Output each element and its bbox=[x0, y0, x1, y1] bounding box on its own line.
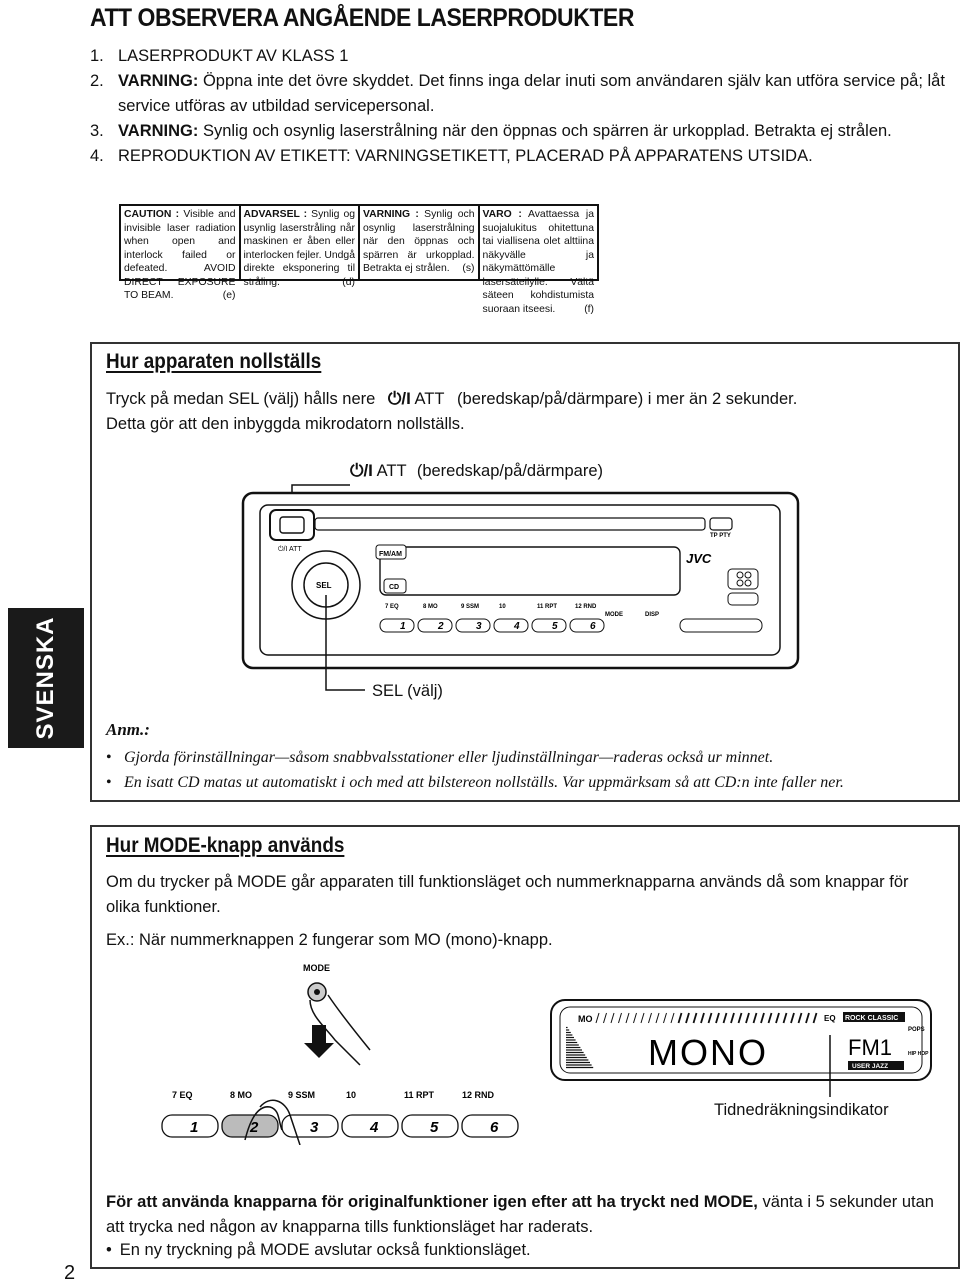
mode-final-bold: För att använda knapparna för originalfunktioner igen efter att ha tryckt ned MODE, bbox=[106, 1193, 758, 1211]
tp-pty-label: TP PTY bbox=[710, 533, 731, 539]
page-number: 2 bbox=[64, 1262, 76, 1284]
number-button-label: 4 bbox=[370, 1119, 379, 1136]
lcd-eq-indicator: EQ bbox=[824, 1014, 836, 1023]
preset-button-6[interactable] bbox=[570, 619, 604, 632]
timer-indicator-callout: Tidnedräkningsindikator bbox=[714, 1101, 889, 1119]
mode-small-label: MODE bbox=[605, 612, 623, 618]
reset-note-title: Anm.: bbox=[106, 720, 150, 739]
mode-func-label: 10 bbox=[346, 1090, 357, 1100]
reset-text-line2: Detta gör att den inbyggda mikrodatorn nollställs. bbox=[106, 415, 465, 433]
unit-func-label: 12 RND bbox=[575, 604, 597, 610]
warning-label-lead: VARNING : bbox=[363, 209, 419, 220]
mode-final-rest: vänta i 5 sekunder utan att trycka ned någon av knapparna tills funktionsläget har raderats. bbox=[106, 1193, 934, 1236]
laser-list-item bbox=[90, 144, 950, 169]
laser-list-number: 4. bbox=[90, 147, 104, 165]
laser-list-item bbox=[90, 69, 950, 119]
mode-func-label: 12 RND bbox=[462, 1090, 495, 1100]
language-tab-label: SVENSKA bbox=[32, 616, 59, 740]
laser-list-lead: VARNING: bbox=[118, 72, 199, 90]
preset-button-label: 3 bbox=[476, 621, 482, 632]
warning-label-cell bbox=[360, 206, 480, 279]
lcd-pops: POPS bbox=[908, 1027, 925, 1033]
lcd-hiphop: HIP HOP bbox=[908, 1051, 929, 1057]
mode-button-label: MODE bbox=[303, 963, 330, 973]
att-small-label: ⏻/I ATT bbox=[278, 546, 302, 553]
mode-func-label: 11 RPT bbox=[404, 1090, 435, 1100]
laser-list-number: 3. bbox=[90, 122, 104, 140]
warning-label-lead: CAUTION : bbox=[124, 209, 180, 220]
mode-buttons-illustration bbox=[160, 955, 540, 1145]
reset-notes bbox=[106, 745, 951, 795]
laser-list-text: REPRODUKTION AV ETIKETT: VARNINGSETIKETT, PLACERAD PÅ APPARATENS UTSIDA. bbox=[118, 147, 813, 165]
warning-label-text: Avattaessa ja suojalukitus ohitettuna tai viallisena olet alttiina näkyvälle ja näkymättömälle lasersäteilylle. Vältä säteen kohdistumista suoraan itseesi. bbox=[482, 209, 594, 315]
unit-func-label: 7 EQ bbox=[385, 604, 399, 610]
laser-list-text: Öppna inte det övre skyddet. Det finns inga delar inuti som användaren själv kan utföra service på; låt service utföras av utbildad servicepersonal. bbox=[118, 72, 945, 115]
preset-button-label: 2 bbox=[438, 621, 444, 632]
disp-small-label: DISP bbox=[645, 612, 660, 618]
mode-example: Ex.: När nummerknappen 2 fungerar som MO (mono)-knapp. bbox=[106, 931, 553, 949]
warning-label-text: Synlig och osynlig laserstrålning när den öppnas och spärren är urkopplad. Betrakta ej strålen. bbox=[363, 209, 475, 274]
unit-func-label: 9 SSM bbox=[461, 604, 480, 610]
preset-button-5[interactable] bbox=[532, 619, 566, 632]
unit-func-label: 10 bbox=[499, 604, 506, 610]
mode-func-label: 8 MO bbox=[230, 1090, 253, 1100]
reset-section-title: Hur apparaten nollställs bbox=[106, 350, 322, 373]
car-stereo-illustration bbox=[240, 475, 820, 705]
laser-warning-list bbox=[90, 44, 950, 169]
unit-func-label: 8 MO bbox=[423, 604, 438, 610]
reset-note-item: • Gjorda förinställningar—såsom snabbvalsstationer eller ljudinställningar—raderas också ur minnet. bbox=[106, 745, 951, 770]
lcd-band-text: FM1 bbox=[848, 1035, 892, 1060]
sel-knob-label: SEL bbox=[316, 581, 332, 590]
warning-label-text: Synlig og usynlig laserstråling når maskinen er åben eller interlocken fejler. Undgå direkte eksponering til stråling. bbox=[243, 209, 355, 288]
warning-label-code: (s) bbox=[462, 263, 475, 274]
preset-button-4[interactable] bbox=[494, 619, 528, 632]
warning-label-code: (f) bbox=[584, 303, 594, 315]
mode-bullet: • En ny tryckning på MODE avslutar också funktionsläget. bbox=[106, 1241, 531, 1259]
lcd-rock-classic: ROCK CLASSIC bbox=[845, 1015, 899, 1022]
callout-text: (beredskap/på/därmpare) bbox=[416, 462, 604, 480]
language-tab bbox=[8, 608, 84, 748]
number-button-label: 5 bbox=[430, 1119, 439, 1136]
warning-label-lead: VARO : bbox=[482, 209, 522, 220]
reset-text-b: (beredskap/på/därmpare) i mer än 2 sekunder. bbox=[457, 390, 798, 408]
mode-final-text bbox=[106, 1190, 951, 1240]
preset-button-label: 6 bbox=[590, 621, 596, 632]
power-icon: ⏻/I bbox=[350, 461, 373, 480]
fm-am-label: FM/AM bbox=[379, 551, 402, 558]
unit-func-label: 11 RPT bbox=[537, 604, 558, 610]
warning-label-cell bbox=[121, 206, 241, 301]
att-label: ATT bbox=[414, 390, 445, 408]
preset-button-1[interactable] bbox=[380, 619, 414, 632]
laser-list-item bbox=[90, 44, 950, 69]
number-button-label: 2 bbox=[250, 1119, 259, 1136]
reset-note-item: • En isatt CD matas ut automatiskt i och med att bilstereon nollställs. Var uppmärksam så att CD:n inte faller ner. bbox=[106, 770, 951, 795]
number-button-label: 3 bbox=[310, 1119, 319, 1136]
lcd-main-text: MONO bbox=[648, 1032, 768, 1073]
page-heading: ATT OBSERVERA ANGÅENDE LASERPRODUKTER bbox=[90, 4, 634, 32]
reset-text-a: Tryck på medan SEL (välj) hålls nere bbox=[106, 390, 376, 408]
reset-instructions bbox=[106, 386, 946, 437]
mode-bullet-text: En ny tryckning på MODE avslutar också funktionsläget. bbox=[119, 1241, 531, 1259]
power-icon: ⏻/I bbox=[387, 389, 411, 408]
warning-label bbox=[119, 204, 599, 315]
mode-func-label: 7 EQ bbox=[172, 1090, 193, 1100]
preset-button-label: 5 bbox=[552, 621, 558, 632]
lcd-mo-indicator: MO bbox=[578, 1014, 593, 1024]
warning-label-code: (d) bbox=[342, 276, 355, 288]
warning-label-cell bbox=[241, 206, 361, 288]
mode-section-title: Hur MODE-knapp används bbox=[106, 834, 345, 857]
warning-label-lead: ADVARSEL : bbox=[243, 209, 308, 220]
lcd-display-illustration bbox=[548, 995, 938, 1105]
warning-label-text: Visible and invisible laser radiation when open and interlock failed or defeated. AVOID DIRECT EXPOSURE TO BEAM. bbox=[124, 209, 236, 301]
preset-button-label: 1 bbox=[400, 621, 406, 632]
mode-func-label: 9 SSM bbox=[288, 1090, 316, 1100]
sel-callout: SEL (välj) bbox=[372, 682, 443, 700]
preset-button-3[interactable] bbox=[456, 619, 490, 632]
laser-list-lead: VARNING: bbox=[118, 122, 199, 140]
lcd-user-jazz: USER JAZZ bbox=[852, 1063, 889, 1070]
laser-list-text: Synlig och osynlig laserstrålning när den öppnas och spärren är urkopplad. Betrakta ej strålen. bbox=[198, 122, 892, 140]
warning-label-code: (e) bbox=[222, 290, 236, 301]
number-button-label: 1 bbox=[190, 1119, 199, 1136]
mode-description: Om du trycker på MODE går apparaten till funktionsläget och nummerknapparna används då som knappar för olika funktioner. bbox=[106, 873, 909, 916]
preset-button-2[interactable] bbox=[418, 619, 452, 632]
att-label: ATT bbox=[376, 462, 407, 480]
brand-logo: JVC bbox=[686, 551, 712, 566]
cd-label: CD bbox=[389, 584, 400, 591]
laser-list-number: 1. bbox=[90, 47, 104, 65]
laser-list-item bbox=[90, 119, 950, 144]
laser-list-text: LASERPRODUKT AV KLASS 1 bbox=[118, 47, 349, 65]
warning-label-cell bbox=[480, 206, 598, 315]
preset-button-label: 4 bbox=[514, 621, 520, 632]
number-button-label: 6 bbox=[490, 1119, 499, 1136]
laser-list-number: 2. bbox=[90, 72, 104, 90]
